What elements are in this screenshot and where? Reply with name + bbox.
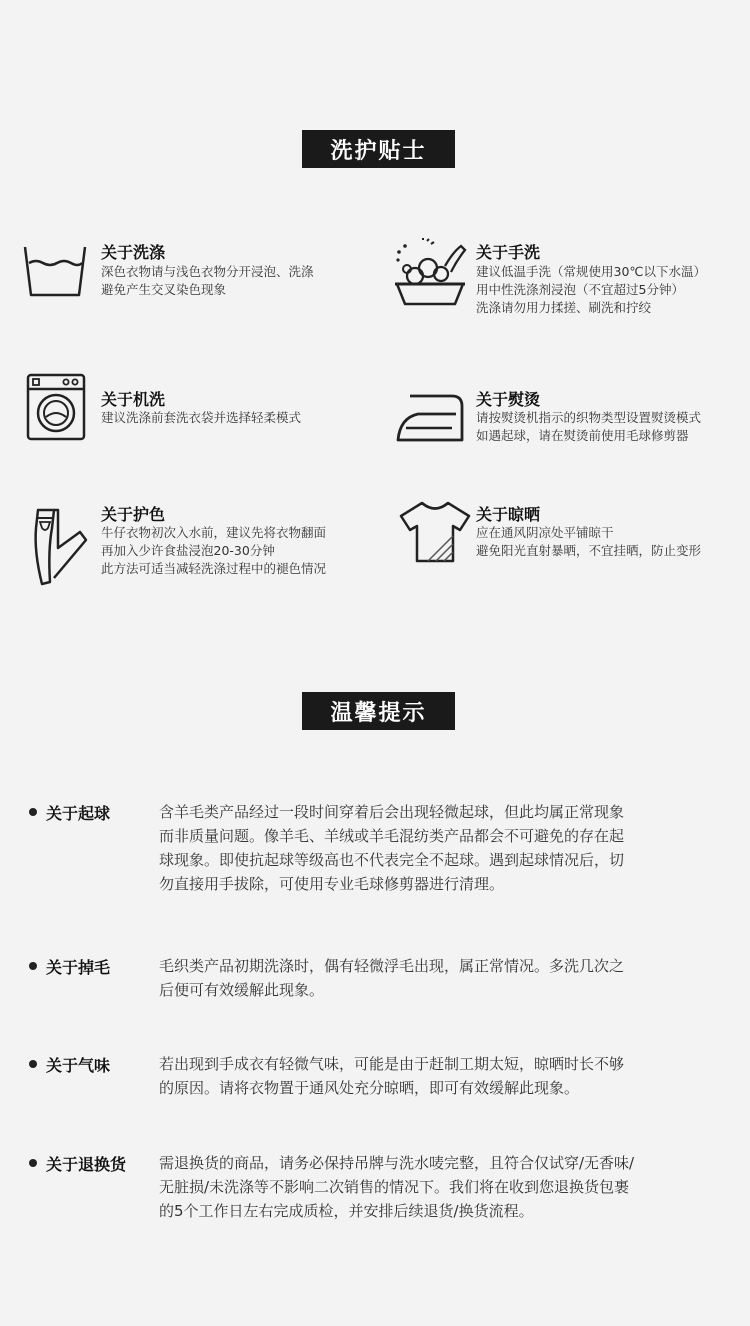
hand-wash-icon	[393, 238, 467, 308]
washing-machine-icon	[26, 373, 86, 441]
wash-basin-icon	[22, 243, 88, 299]
care-desc: 请按熨烫机指示的织物类型设置熨烫模式 如遇起球，请在熨烫前使用毛球修剪器	[476, 410, 702, 443]
bullet-icon	[29, 1060, 37, 1068]
bullet-icon	[29, 808, 37, 816]
tip-text: 毛织类产品初期洗涤时，偶有轻微浮毛出现，属正常情况。多洗几次之 后便可有效缓解此现象。	[159, 957, 625, 999]
section-title-care-tips: 洗护贴士	[302, 130, 455, 168]
section-title-warm-tips: 温馨提示	[302, 692, 455, 730]
care-desc: 应在通风阴凉处平铺晾干 避免阳光直射暴晒，不宜挂晒，防止变形	[476, 525, 702, 558]
bullet-icon	[29, 962, 37, 970]
care-desc: 牛仔衣物初次入水前，建议先将衣物翻面 再加入少许食盐浸泡20-30分钟 此方法可适当减轻洗涤过程中的褪色情况	[101, 525, 327, 576]
tshirt-dry-icon	[398, 500, 472, 564]
tip-title: 关于掉毛	[46, 958, 111, 977]
care-title: 关于手洗	[476, 243, 541, 262]
tip-title: 关于气味	[46, 1056, 111, 1075]
tip-text: 需退换货的商品，请务必保持吊牌与洗水唛完整，且符合仅试穿/无香味/ 无脏损/未洗涤等不影响二次销售的情况下。我们将在收到您退换货包裹 的5个工作日左右完成质检，并安排后续退货/换货流程。	[159, 1154, 635, 1220]
iron-icon	[396, 392, 466, 444]
bullet-icon	[29, 1159, 37, 1167]
care-desc: 深色衣物请与浅色衣物分开浸泡、洗涤 避免产生交叉染色现象	[101, 264, 314, 297]
jeans-icon	[30, 506, 88, 586]
tip-title: 关于起球	[46, 804, 111, 823]
care-title: 关于晾晒	[476, 505, 541, 524]
care-title: 关于护色	[101, 505, 166, 524]
tip-text: 含羊毛类产品经过一段时间穿着后会出现轻微起球，但此均属正常现象 而非质量问题。像羊毛、羊绒或羊毛混纺类产品都会不可避免的存在起 球现象。即使抗起球等级高也不代表完全不起球。遇到起球情况后，切 勿直接用手拔除，可使用专业毛球修剪器进行清理。	[159, 803, 625, 893]
care-title: 关于洗涤	[101, 243, 166, 262]
care-desc: 建议洗涤前套洗衣袋并选择轻柔模式	[101, 410, 302, 425]
care-desc: 建议低温手洗（常规使用30℃以下水温） 用中性洗涤剂浸泡（不宜超过5分钟） 洗涤请勿用力揉搓、刷洗和拧绞	[476, 264, 706, 315]
care-title: 关于机洗	[101, 390, 166, 409]
tip-text: 若出现到手成衣有轻微气味，可能是由于赶制工期太短，晾晒时长不够 的原因。请将衣物置于通风处充分晾晒，即可有效缓解此现象。	[159, 1055, 625, 1097]
tip-title: 关于退换货	[46, 1155, 127, 1174]
care-title: 关于熨烫	[476, 390, 541, 409]
